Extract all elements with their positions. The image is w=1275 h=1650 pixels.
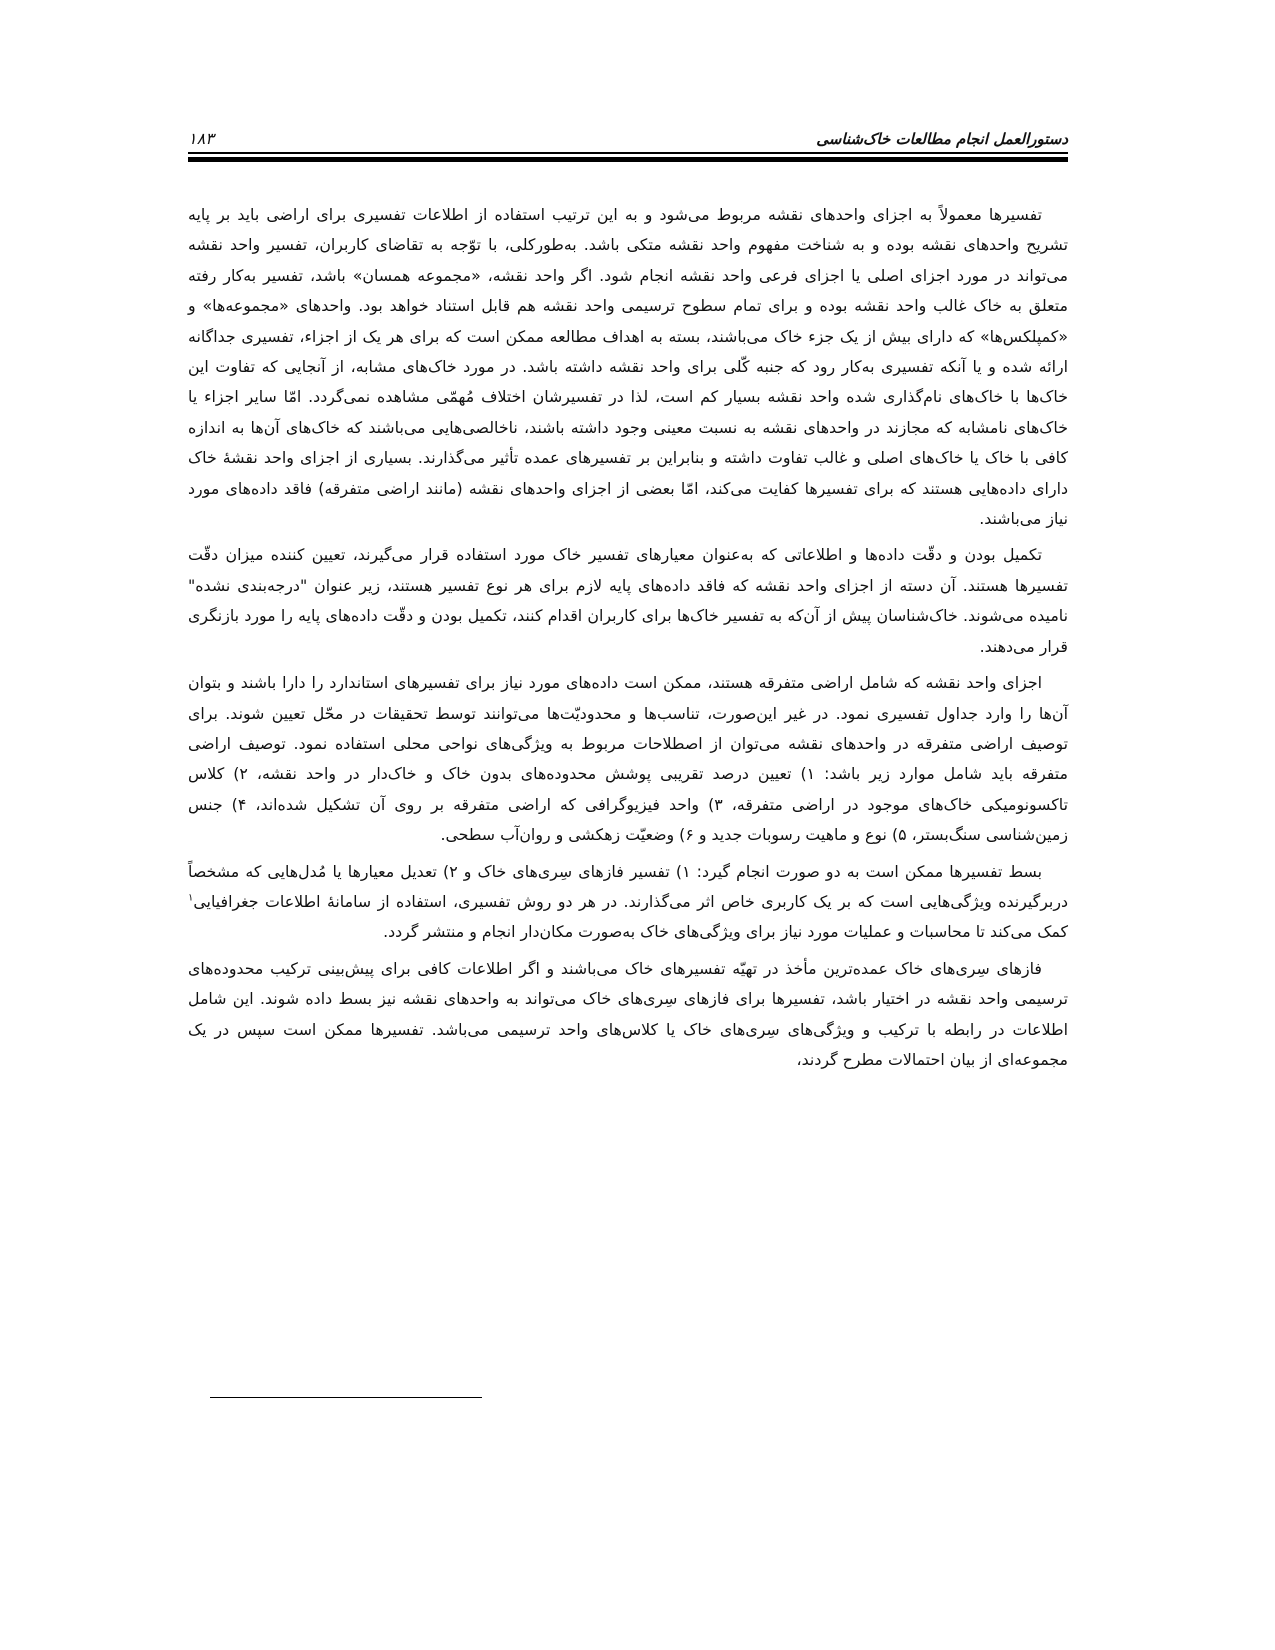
page-number: ۱۸۳	[188, 129, 214, 148]
running-title: دستورالعمل انجام مطالعات خاک‌شناسی	[816, 130, 1068, 148]
paragraph-4-part-1: بسط تفسیرها ممکن است به دو صورت انجام گیرد: ۱) تفسیر فازهای سِری‌های خاک و ۲) تعدیل معیارها یا مُدل‌هایی که مشخصاً دربرگیرنده ویژگی‌هایی است که بر یک کاربری خاص اثر می‌گذارند. در هر دو روش تفسیری، استفاده از سامانهٔ اطلاعات جغرافیایی	[188, 861, 1068, 911]
header-rule-thick	[188, 157, 1068, 162]
paragraph-5: فازهای سِری‌های خاک عمده‌ترین مأخذ در تهیّه تفسیرهای خاک می‌باشند و اگر اطلاعات کافی برای پیش‌بینی ترکیب محدوده‌های ترسیمی واحد نقشه در اختیار باشد، تفسیرها برای فازهای سِری‌های خاک می‌تواند به واحدهای نقشه نیز بسط داده شوند. این شامل اطلاعات در رابطه با ترکیب و ویژگی‌های سِری‌های خاک یا کلاس‌های واحد ترسیمی می‌باشد. تفسیرها ممکن است سپس در یک مجموعه‌ای از بیان احتمالات مطرح گردند،	[188, 958, 1068, 1069]
paragraph-4	[188, 857, 1068, 948]
paragraph-4-part-2: کمک می‌کند تا محاسبات و عملیات مورد نیاز برای ویژگی‌های خاک به‌صورت مکان‌دار انجام و منتشر گردد.	[383, 922, 1068, 942]
paragraph-2: تکمیل بودن و دقّت داده‌ها و اطلاعاتی که به‌عنوان معیارهای تفسیر خاک مورد استفاده قرار می‌گیرند، تعیین کننده میزان دقّت تفسیرها هستند. آن دسته از اجزای واحد نقشه که فاقد داده‌های پایه لازم برای هر نوع تفسیر هستند، زیر عنوان "درجه‌بندی نشده" نامیده می‌شوند. خاک‌شناسان پیش از آن‌که به تفسیر خاک‌ها برای کاربران اقدام کنند، تکمیل بودن و دقّت داده‌های پایه را مورد بازنگری قرار می‌دهند.	[188, 545, 1068, 656]
footnote-separator	[210, 1397, 482, 1398]
footnote-marker: ۱	[188, 892, 194, 904]
page-header	[188, 118, 1068, 148]
header-rule-thin	[188, 152, 1068, 154]
body-text	[188, 200, 1068, 1081]
paragraph-3: اجزای واحد نقشه که شامل اراضی متفرقه هستند، ممکن است داده‌های مورد نیاز برای تفسیرهای استاندارد را دارا باشند و بتوان آن‌ها را وارد جداول تفسیری نمود. در غیر این‌صورت، تناسب‌ها و محدودیّت‌ها می‌توانند توسط تحقیقات در محّل تعیین شوند. برای توصیف اراضی متفرقه در واحدهای نقشه می‌توان از اصطلاحات مربوط به ویژگی‌های نواحی محلی استفاده نمود. توصیف اراضی متفرقه باید شامل موارد زیر باشد: ۱) تعیین درصد تقریبی پوشش محدوده‌های بدون خاک و خاک‌دار در واحد نقشه، ۲) کلاس تاکسونومیکی خاک‌های موجود در اراضی متفرقه، ۳) واحد فیزیوگرافی که اراضی متفرقه بر روی آن تشکیل شده‌اند، ۴) جنس زمین‌شناسی سنگ‌بستر، ۵) نوع و ماهیت رسوبات جدید و ۶) وضعیّت زهکشی و روان‌آب سطحی.	[188, 673, 1069, 845]
paragraph-1: تفسیرها معمولاً به اجزای واحدهای نقشه مربوط می‌شود و به این ترتیب استفاده از اطلاعات تفسیری برای اراضی باید بر پایه تشریح واحدهای نقشه بوده و به شناخت مفهوم واحد نقشه متکی باشد. به‌طورکلی، با توّجه به تقاضای کاربران، تفسیر واحد نقشه می‌تواند در مورد اجزای اصلی یا اجزای فرعی واحد نقشه انجام شود. اگر واحد نقشه، «مجموعه همسان» باشد، تفسیر به‌کار رفته متعلق به خاک غالب واحد نقشه بوده و برای تمام سطوح ترسیمی واحد نقشه هم قابل استناد خواهد بود. واحدهای «مجموعه‌ها» و «کمپلکس‌ها» که دارای بیش از یک جزء خاک می‌باشند، بسته به اهداف مطالعه ممکن است که برای هر یک از اجزاء، تفسیری جداگانه ارائه شده و یا آنکه تفسیری به‌کار رود که جنبه کّلی برای واحد نقشه داشته باشد. در مورد خاک‌های مشابه، از آنجایی که تفاوت این خاک‌ها با خاک‌های نام‌گذاری شده واحد نقشه بسیار کم است، لذا در تفسیرشان اختلاف مُهمّی مشاهده نمی‌گردد. امّا سایر اجزاء یا خاک‌های نامشابه که مجازند در واحدهای نقشه به نسبت معینی وجود داشته باشند، ناخالصی‌هایی می‌باشند که خاک‌های آن‌ها به اندازه کافی با خاک یا خاک‌های اصلی و غالب تفاوت داشته و بنابراین بر تفسیرهای عمده تأثیر می‌گذارند. بسیاری از اجزای واحد نقشهٔ خاک دارای داده‌هایی هستند که برای تفسیرها کفایت می‌کند، امّا بعضی از اجزای واحدهای نقشه (مانند اراضی متفرقه) فاقد داده‌های مورد نیاز می‌باشند.	[188, 205, 1068, 529]
